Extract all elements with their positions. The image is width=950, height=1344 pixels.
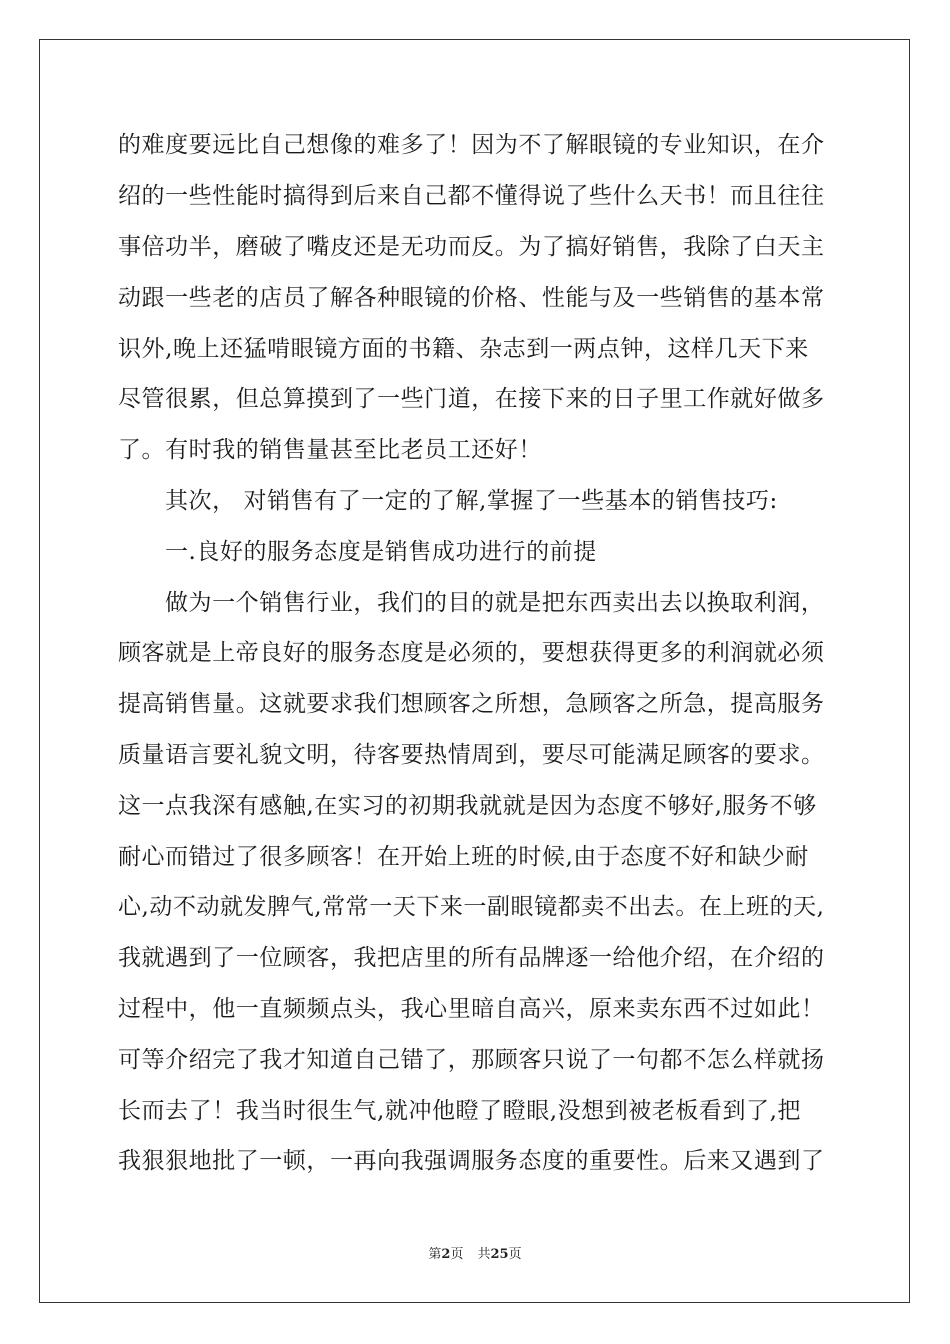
section-heading: 一.良好的服务态度是销售成功进行的前提 bbox=[165, 539, 597, 565]
text-line: 可等介绍完了我才知道自己错了，那顾客只说了一句都不怎么样就扬 bbox=[118, 1047, 825, 1073]
text-line: 耐心而错过了很多顾客！在开始上班的时候,由于态度不好和缺少耐 bbox=[118, 844, 809, 870]
footer-page-word: 页 bbox=[450, 1247, 464, 1262]
text-line: 识外,晚上还猛啃眼镜方面的书籍、杂志到一两点钟，这样几天下来 bbox=[118, 336, 809, 362]
text-line: 我狠狠地批了一顿，一再向我强调服务态度的重要性。后来又遇到了 bbox=[118, 1148, 825, 1174]
footer-prefix: 第 bbox=[428, 1247, 442, 1262]
footer-total-prefix: 共 bbox=[477, 1247, 491, 1262]
text-line: 事倍功半，磨破了嘴皮还是无功而反。为了搞好销售，我除了白天主 bbox=[118, 234, 825, 260]
text-line: 这一点我深有感触,在实习的初期我就就是因为态度不够好,服务不够 bbox=[118, 793, 817, 819]
text-line: 了。有时我的销售量甚至比老员工还好！ bbox=[118, 437, 542, 463]
paragraph-start-line: 其次， 对销售有了一定的了解,掌握了一些基本的销售技巧: bbox=[165, 488, 778, 514]
text-line: 过程中，他一直频频点头，我心里暗自高兴，原来卖东西不过如此！ bbox=[118, 996, 825, 1022]
page-footer bbox=[0, 1247, 950, 1263]
text-line: 长而去了！我当时很生气,就冲他瞪了瞪眼,没想到被老板看到了,把 bbox=[118, 1098, 801, 1124]
paragraph-start-line: 做为一个销售行业，我们的目的就是把东西卖出去以换取利润， bbox=[165, 590, 825, 616]
text-line: 顾客就是上帝良好的服务态度是必须的，要想获得更多的利润就必须 bbox=[118, 640, 825, 666]
total-pages-number: 25 bbox=[490, 1247, 509, 1262]
text-line: 绍的一些性能时搞得到后来自己都不懂得说了些什么天书！而且往往 bbox=[118, 183, 825, 209]
text-line: 我就遇到了一位顾客，我把店里的所有品牌逐一给他介绍，在介绍的 bbox=[118, 945, 825, 971]
text-line: 尽管很累，但总算摸到了一些门道，在接下来的日子里工作就好做多 bbox=[118, 386, 825, 412]
text-line: 质量语言要礼貌文明，待客要热情周到，要尽可能满足顾客的要求。 bbox=[118, 742, 825, 768]
text-line: 动跟一些老的店员了解各种眼镜的价格、性能与及一些销售的基本常 bbox=[118, 285, 825, 311]
current-page-number: 2 bbox=[441, 1247, 451, 1262]
text-line: 提高销售量。这就要求我们想顾客之所想，急顾客之所急，提高服务 bbox=[118, 691, 825, 717]
text-line: 心,动不动就发脾气,常常一天下来一副眼镜都卖不出去。在上班的天, bbox=[118, 894, 825, 920]
footer-total-suffix: 页 bbox=[508, 1247, 522, 1262]
text-line: 的难度要远比自己想像的难多了！因为不了解眼镜的专业知识，在介 bbox=[118, 132, 825, 158]
